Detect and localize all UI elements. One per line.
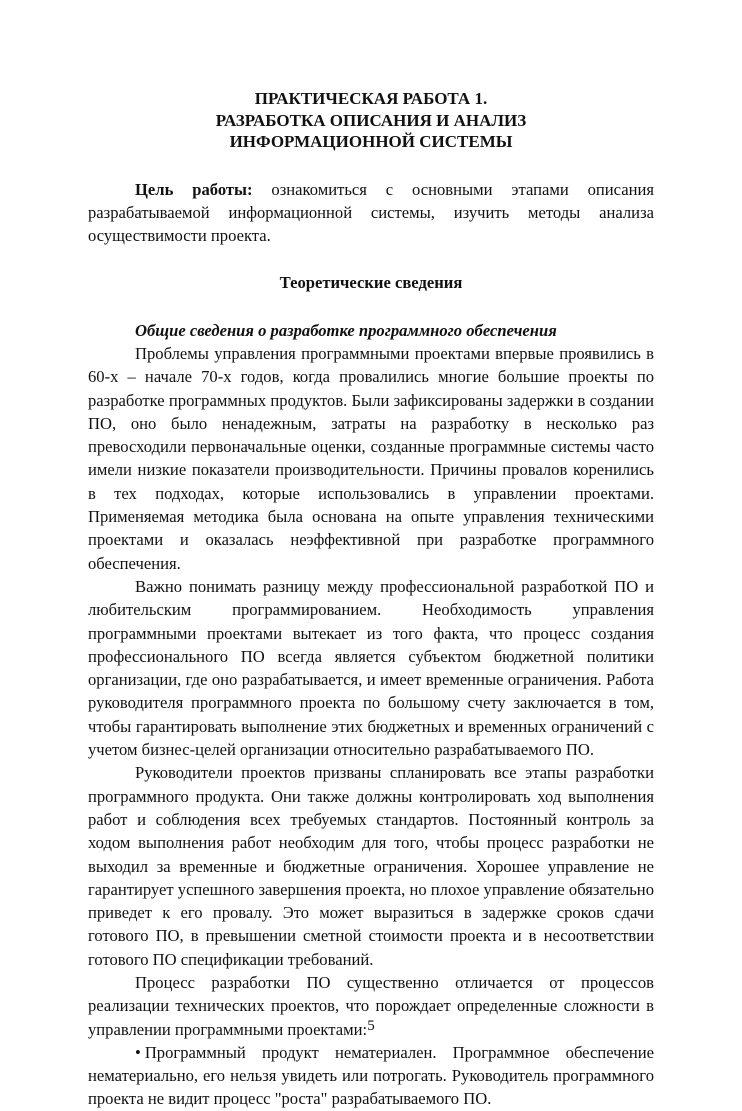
goal-paragraph: [88, 178, 654, 248]
paragraph-4: Процесс разработки ПО существенно отличается от процессов реализации технических проектов, что порождает определенные сложности в управлении программными проектами:: [88, 973, 654, 1039]
title-line-3: ИНФОРМАЦИОННОЙ СИСТЕМЫ: [229, 132, 513, 151]
paragraph-2: Важно понимать разницу между профессиональной разработкой ПО и любительским программированием. Необходимость управления программными проектами вытекает из того факта, что процесс создания профессионального ПО всегда является субъектом бюджетной политики организации, где оно разрабатывается, и имеет временные ограничения. Работа руководителя программного проекта по большому счету заключается в том, чтобы гарантировать выполнение этих бюджетных и временных ограничений с учетом бизнес-целей организации относительно разрабатываемого ПО.: [88, 576, 654, 760]
paragraph-1: Проблемы управления программными проектами впервые проявились в 60-х – начале 70-х годов, когда провалились многие большие проекты по разработке программных продуктов. Были зафиксированы задержки в создании ПО, оно было ненадежным, затраты на разработку в несколько раз превосходили первоначальные оценки, созданные программные системы часто имели низкие показатели производительности. Причины провалов коренились в тех подходах, которые использовались в управлении проектами. Применяемая методика была основана на опыте управления техническими проектами и оказалась неэффективной при разработке программного обеспечения.: [88, 343, 654, 573]
section-heading: Теоретические сведения: [279, 273, 463, 293]
page-content: [88, 88, 654, 1111]
subsection-heading: Общие сведения о разработке программного обеспечения: [135, 320, 557, 340]
page-number: 5: [367, 1018, 375, 1034]
paragraph-3: Руководители проектов призваны спланировать все этапы разработки программного продукта. Они также должны контролировать ход выполнения работ и соблюдения всех требуемых стандартов. Постоянный контроль за ходом выполнения работ необходим для того, чтобы процесс разработки не выходил за временные и бюджетные ограничения. Хорошее управление не гарантирует успешного завершения проекта, но плохое управление обязательно приведет к его провалу. Это может выразиться в задержке сроков сдачи готового ПО, в превышении сметной стоимости проекта и в несоответствии готового ПО спецификации требований.: [88, 763, 654, 969]
goal-label: Цель работы:: [135, 179, 253, 199]
title-line-1: ПРАКТИЧЕСКАЯ РАБОТА 1.: [254, 89, 488, 108]
goal-text: ознакомиться с основными этапами описания разрабатываемой информационной системы, изучить методы анализа осуществимости проекта.: [88, 179, 654, 246]
page-title: [88, 88, 654, 153]
bullet-text: Программный продукт нематериален. Программное обеспечение нематериально, его нельзя увидеть или потрогать. Руководитель программного проекта не видит процесс "роста" разрабатываемого ПО.: [88, 1042, 654, 1109]
bullet-icon: •: [135, 1042, 141, 1062]
bullet-item: [88, 1041, 654, 1111]
title-line-2: РАЗРАБОТКА ОПИСАНИЯ И АНАЛИЗ: [215, 110, 527, 130]
